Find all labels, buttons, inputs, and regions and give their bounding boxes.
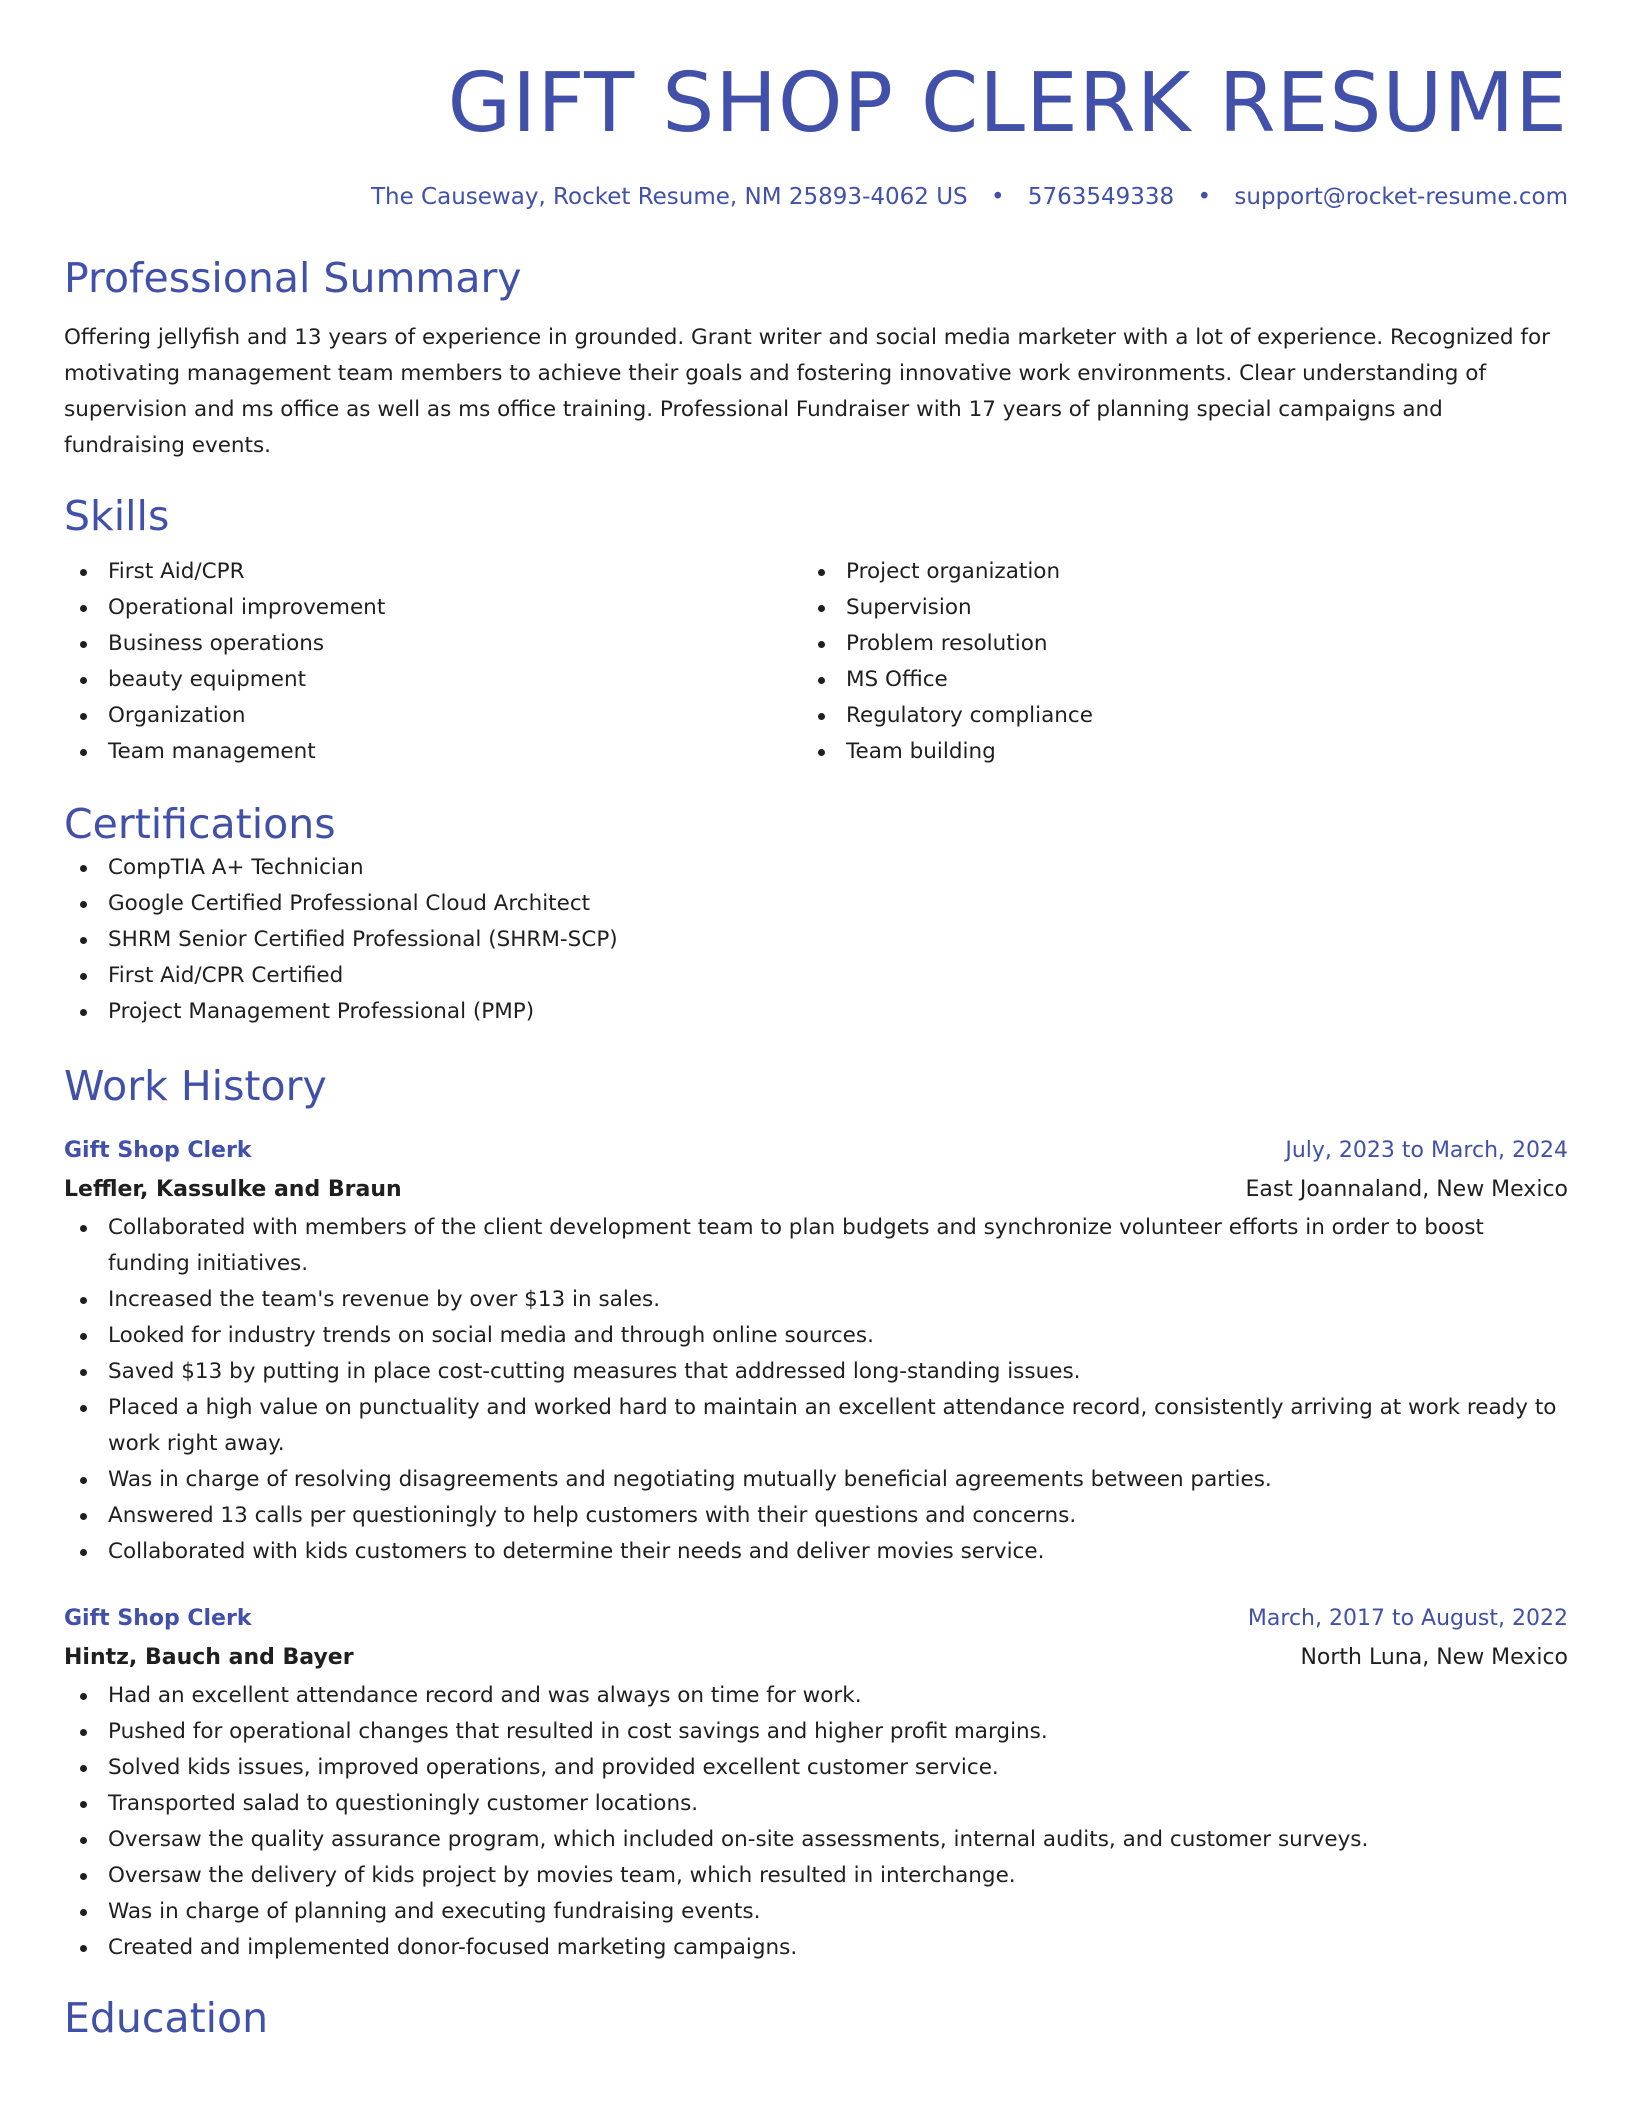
job-header-row (64, 1132, 1568, 1170)
job-company: Hintz, Bauch and Bayer (64, 1645, 354, 1670)
certifications-heading: Certifications (64, 800, 336, 848)
summary-heading: Professional Summary (64, 254, 522, 302)
summary-text: Offering jellyfish and 13 years of experience in grounded. Grant writer and social media marketer with a lot of experience. Recognized for motivating management team members to achieve their goals and fostering innovative work environments. Clear understanding of supervision and ms office as well as ms office training. Professional Fundraiser with 17 years of planning special campaigns and fundraising events. (64, 325, 1550, 458)
skills-right-list (802, 554, 1540, 770)
job-dates: March, 2017 to August, 2022 (1247, 1606, 1568, 1631)
job-duty-item: Was in charge of resolving disagreements and negotiating mutually beneficial agreements between parties. (64, 1462, 1568, 1498)
job-location: East Joannaland, New Mexico (1245, 1177, 1568, 1202)
skill-item: Business operations (64, 626, 802, 662)
job-company-row (64, 1638, 1568, 1678)
job-location: North Luna, New Mexico (1300, 1645, 1568, 1670)
job-duty-item: Saved $13 by putting in place cost-cutting measures that addressed long-standing issues. (64, 1354, 1568, 1390)
job-duty-item: Increased the team's revenue by over $13 in sales. (64, 1282, 1568, 1318)
contact-line (64, 182, 1568, 212)
certification-item: CompTIA A+ Technician (64, 850, 1568, 886)
job-entry (64, 1600, 1568, 1966)
skill-item: Project organization (802, 554, 1540, 590)
job-duty-item: Oversaw the quality assurance program, which included on-site assessments, internal audits, and customer surveys. (64, 1822, 1568, 1858)
resume-header (64, 52, 1568, 212)
certifications-list (64, 850, 1568, 1030)
contact-address: The Causeway, Rocket Resume, NM 25893-4062 US (370, 184, 968, 210)
job-duty-item: Answered 13 calls per questioningly to help customers with their questions and concerns. (64, 1498, 1568, 1534)
job-dates: July, 2023 to March, 2024 (1285, 1138, 1568, 1163)
contact-separator: • (990, 184, 1005, 210)
certification-item: Google Certified Professional Cloud Architect (64, 886, 1568, 922)
job-duty-item: Pushed for operational changes that resulted in cost savings and higher profit margins. (64, 1714, 1568, 1750)
skill-item: Team management (64, 734, 802, 770)
job-title: Gift Shop Clerk (64, 1138, 252, 1163)
contact-separator: • (1197, 184, 1212, 210)
skills-heading: Skills (64, 492, 170, 540)
skill-item: Supervision (802, 590, 1540, 626)
job-duty-item: Transported salad to questioningly customer locations. (64, 1786, 1568, 1822)
skill-item: Problem resolution (802, 626, 1540, 662)
job-duty-item: Looked for industry trends on social media and through online sources. (64, 1318, 1568, 1354)
job-duty-item: Collaborated with members of the client development team to plan budgets and synchronize volunteer efforts in order to boost funding initiatives. (64, 1210, 1568, 1282)
job-duties-list (64, 1678, 1568, 1966)
skill-item: MS Office (802, 662, 1540, 698)
skills-columns (64, 554, 1568, 770)
job-duty-item: Created and implemented donor-focused marketing campaigns. (64, 1930, 1568, 1966)
job-company: Leffler, Kassulke and Braun (64, 1177, 402, 1202)
resume-title: GIFT SHOP CLERK RESUME (447, 56, 1568, 151)
job-entry (64, 1132, 1568, 1570)
job-duty-item: Placed a high value on punctuality and worked hard to maintain an excellent attendance record, consistently arriving at work ready to work right away. (64, 1390, 1568, 1462)
contact-phone: 5763549338 (1027, 184, 1175, 210)
job-header-row (64, 1600, 1568, 1638)
skill-item: First Aid/CPR (64, 554, 802, 590)
job-duties-list (64, 1210, 1568, 1570)
skills-left-list (64, 554, 802, 770)
skill-item: beauty equipment (64, 662, 802, 698)
job-duty-item: Was in charge of planning and executing fundraising events. (64, 1894, 1568, 1930)
job-duty-item: Solved kids issues, improved operations, and provided excellent customer service. (64, 1750, 1568, 1786)
skill-item: Team building (802, 734, 1540, 770)
certification-item: First Aid/CPR Certified (64, 958, 1568, 994)
job-company-row (64, 1170, 1568, 1210)
certification-item: Project Management Professional (PMP) (64, 994, 1568, 1030)
skill-item: Operational improvement (64, 590, 802, 626)
contact-email[interactable]: support@rocket-resume.com (1234, 184, 1568, 210)
job-title: Gift Shop Clerk (64, 1606, 252, 1631)
job-duty-item: Collaborated with kids customers to determine their needs and deliver movies service. (64, 1534, 1568, 1570)
education-heading: Education (64, 1994, 269, 2042)
job-duty-item: Oversaw the delivery of kids project by movies team, which resulted in interchange. (64, 1858, 1568, 1894)
job-duty-item: Had an excellent attendance record and was always on time for work. (64, 1678, 1568, 1714)
skill-item: Organization (64, 698, 802, 734)
skill-item: Regulatory compliance (802, 698, 1540, 734)
certification-item: SHRM Senior Certified Professional (SHRM-SCP) (64, 922, 1568, 958)
work-history-heading: Work History (64, 1062, 327, 1110)
